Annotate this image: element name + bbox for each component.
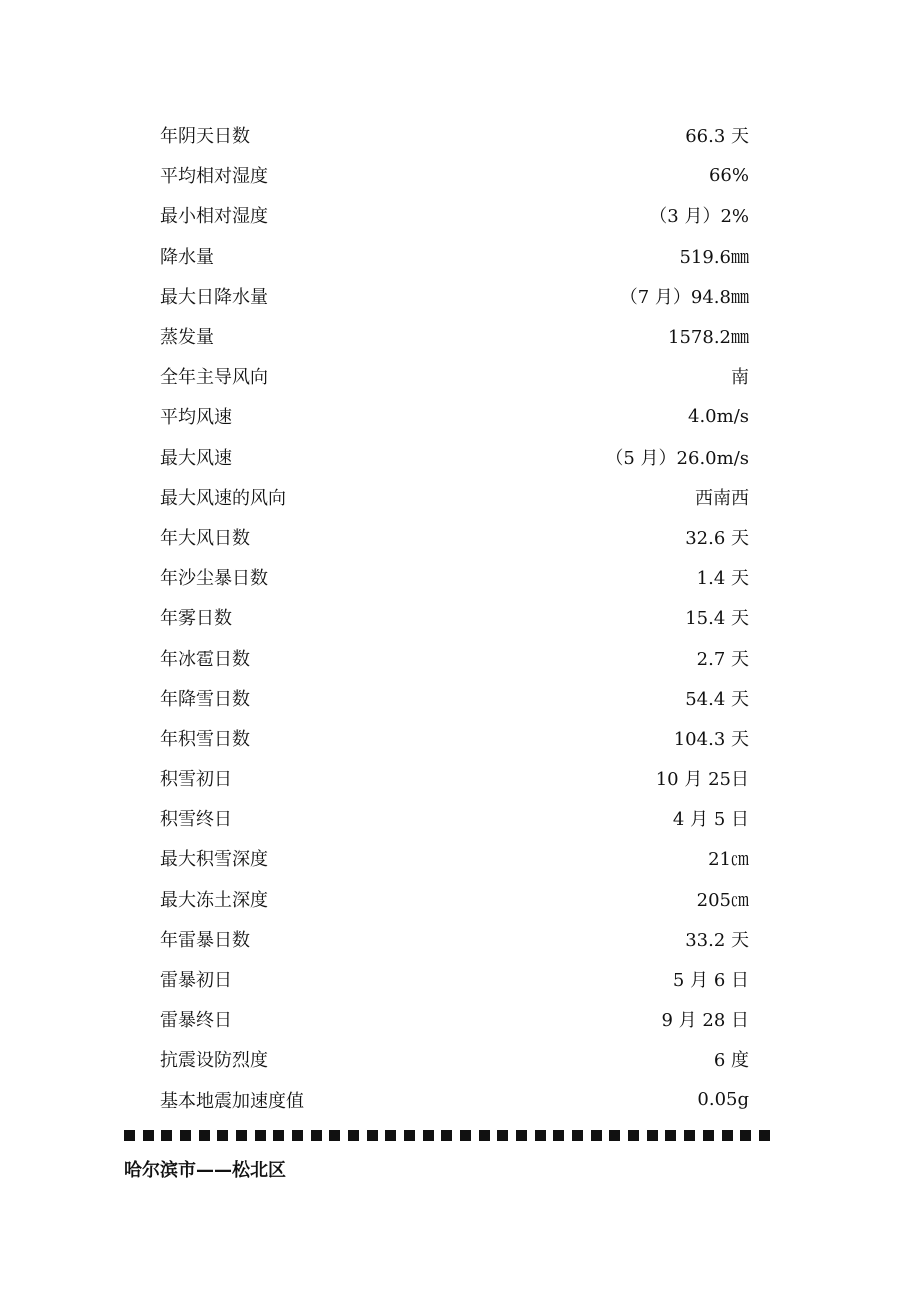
section-title: 哈尔滨市——松北区	[124, 1160, 286, 1181]
divider-square	[535, 1130, 546, 1141]
data-row	[160, 959, 749, 999]
row-value: 1.4 天	[696, 568, 749, 590]
row-label: 基本地震加速度值	[160, 1090, 304, 1112]
row-value: 66.3 天	[685, 126, 749, 148]
divider-square	[740, 1130, 751, 1141]
row-label: 最大风速的风向	[160, 487, 286, 509]
divider-square	[161, 1130, 172, 1141]
data-row	[160, 758, 749, 798]
row-value: 6 度	[713, 1050, 749, 1072]
data-row	[160, 396, 749, 436]
row-label: 雷暴初日	[160, 970, 232, 992]
row-value: （7 月）94.8㎜	[619, 286, 749, 308]
divider-square	[180, 1130, 191, 1141]
data-row	[160, 919, 749, 959]
row-value: （5 月）26.0m/s	[605, 447, 749, 469]
row-label: 最大冻土深度	[160, 889, 268, 911]
row-label: 全年主导风向	[160, 367, 268, 389]
row-label: 抗震设防烈度	[160, 1050, 268, 1072]
row-value: 西南西	[695, 487, 749, 509]
divider-square	[609, 1130, 620, 1141]
row-value: 32.6 天	[685, 527, 749, 549]
divider-square	[367, 1130, 378, 1141]
row-label: 平均风速	[160, 407, 232, 429]
row-label: 年降雪日数	[160, 688, 250, 710]
row-label: 最大日降水量	[160, 286, 268, 308]
row-value: 21㎝	[708, 849, 749, 871]
row-value: 104.3 天	[673, 728, 749, 750]
data-row	[160, 356, 749, 396]
row-label: 年雾日数	[160, 608, 232, 630]
divider-square	[665, 1130, 676, 1141]
row-label: 年沙尘暴日数	[160, 568, 268, 590]
row-value: 15.4 天	[685, 608, 749, 630]
row-value: 南	[731, 367, 749, 389]
data-row	[160, 838, 749, 878]
divider-square	[423, 1130, 434, 1141]
row-label: 最大风速	[160, 447, 232, 469]
data-row	[160, 276, 749, 316]
row-value: 205㎝	[696, 889, 749, 911]
divider-square	[311, 1130, 322, 1141]
divider-square	[647, 1130, 658, 1141]
row-value: 519.6㎜	[679, 246, 749, 268]
divider-square	[217, 1130, 228, 1141]
data-row	[160, 517, 749, 557]
data-row	[160, 718, 749, 758]
data-row	[160, 316, 749, 356]
data-row	[160, 999, 749, 1039]
data-row	[160, 115, 749, 155]
row-label: 年积雪日数	[160, 728, 250, 750]
row-label: 雷暴终日	[160, 1010, 232, 1032]
divider-square	[759, 1130, 770, 1141]
square-divider	[124, 1130, 770, 1141]
divider-square	[273, 1130, 284, 1141]
row-label: 积雪初日	[160, 769, 232, 791]
row-label: 年大风日数	[160, 527, 250, 549]
row-label: 最小相对湿度	[160, 206, 268, 228]
row-label: 年雷暴日数	[160, 929, 250, 951]
row-label: 平均相对湿度	[160, 166, 268, 188]
divider-square	[572, 1130, 583, 1141]
divider-square	[255, 1130, 266, 1141]
data-row	[160, 1080, 749, 1120]
divider-square	[236, 1130, 247, 1141]
data-row	[160, 798, 749, 838]
row-value: 9 月 28 日	[661, 1010, 749, 1032]
data-row	[160, 597, 749, 637]
row-value: 54.4 天	[685, 688, 749, 710]
row-label: 年阴天日数	[160, 126, 250, 148]
row-value: 2.7 天	[696, 648, 749, 670]
row-value: 5 月 6 日	[672, 970, 749, 992]
data-row	[160, 637, 749, 677]
row-value: 4.0m/s	[688, 405, 749, 427]
data-row	[160, 678, 749, 718]
row-value: 4 月 5 日	[672, 809, 749, 831]
divider-square	[684, 1130, 695, 1141]
divider-square	[385, 1130, 396, 1141]
divider-square	[199, 1130, 210, 1141]
divider-square	[479, 1130, 490, 1141]
divider-square	[460, 1130, 471, 1141]
data-row	[160, 195, 749, 235]
divider-square	[348, 1130, 359, 1141]
row-value: 1578.2㎜	[668, 327, 749, 349]
data-row	[160, 879, 749, 919]
row-label: 降水量	[160, 246, 214, 268]
row-label: 积雪终日	[160, 809, 232, 831]
data-row	[160, 437, 749, 477]
divider-square	[441, 1130, 452, 1141]
data-row	[160, 477, 749, 517]
row-label: 年冰雹日数	[160, 648, 250, 670]
row-label: 蒸发量	[160, 327, 214, 349]
divider-square	[329, 1130, 340, 1141]
divider-square	[292, 1130, 303, 1141]
row-value: （3 月）2%	[649, 206, 749, 228]
divider-square	[628, 1130, 639, 1141]
divider-square	[404, 1130, 415, 1141]
divider-square	[703, 1130, 714, 1141]
divider-square	[124, 1130, 135, 1141]
divider-square	[722, 1130, 733, 1141]
divider-square	[143, 1130, 154, 1141]
divider-square	[591, 1130, 602, 1141]
divider-square	[553, 1130, 564, 1141]
row-value: 10 月 25日	[655, 769, 749, 791]
divider-square	[497, 1130, 508, 1141]
data-row	[160, 1039, 749, 1079]
data-row	[160, 236, 749, 276]
row-value: 33.2 天	[685, 929, 749, 951]
climate-data-list	[160, 115, 749, 1120]
row-value: 0.05g	[697, 1089, 749, 1111]
divider-square	[516, 1130, 527, 1141]
data-row	[160, 155, 749, 195]
row-label: 最大积雪深度	[160, 849, 268, 871]
row-value: 66%	[708, 164, 749, 186]
data-row	[160, 557, 749, 597]
